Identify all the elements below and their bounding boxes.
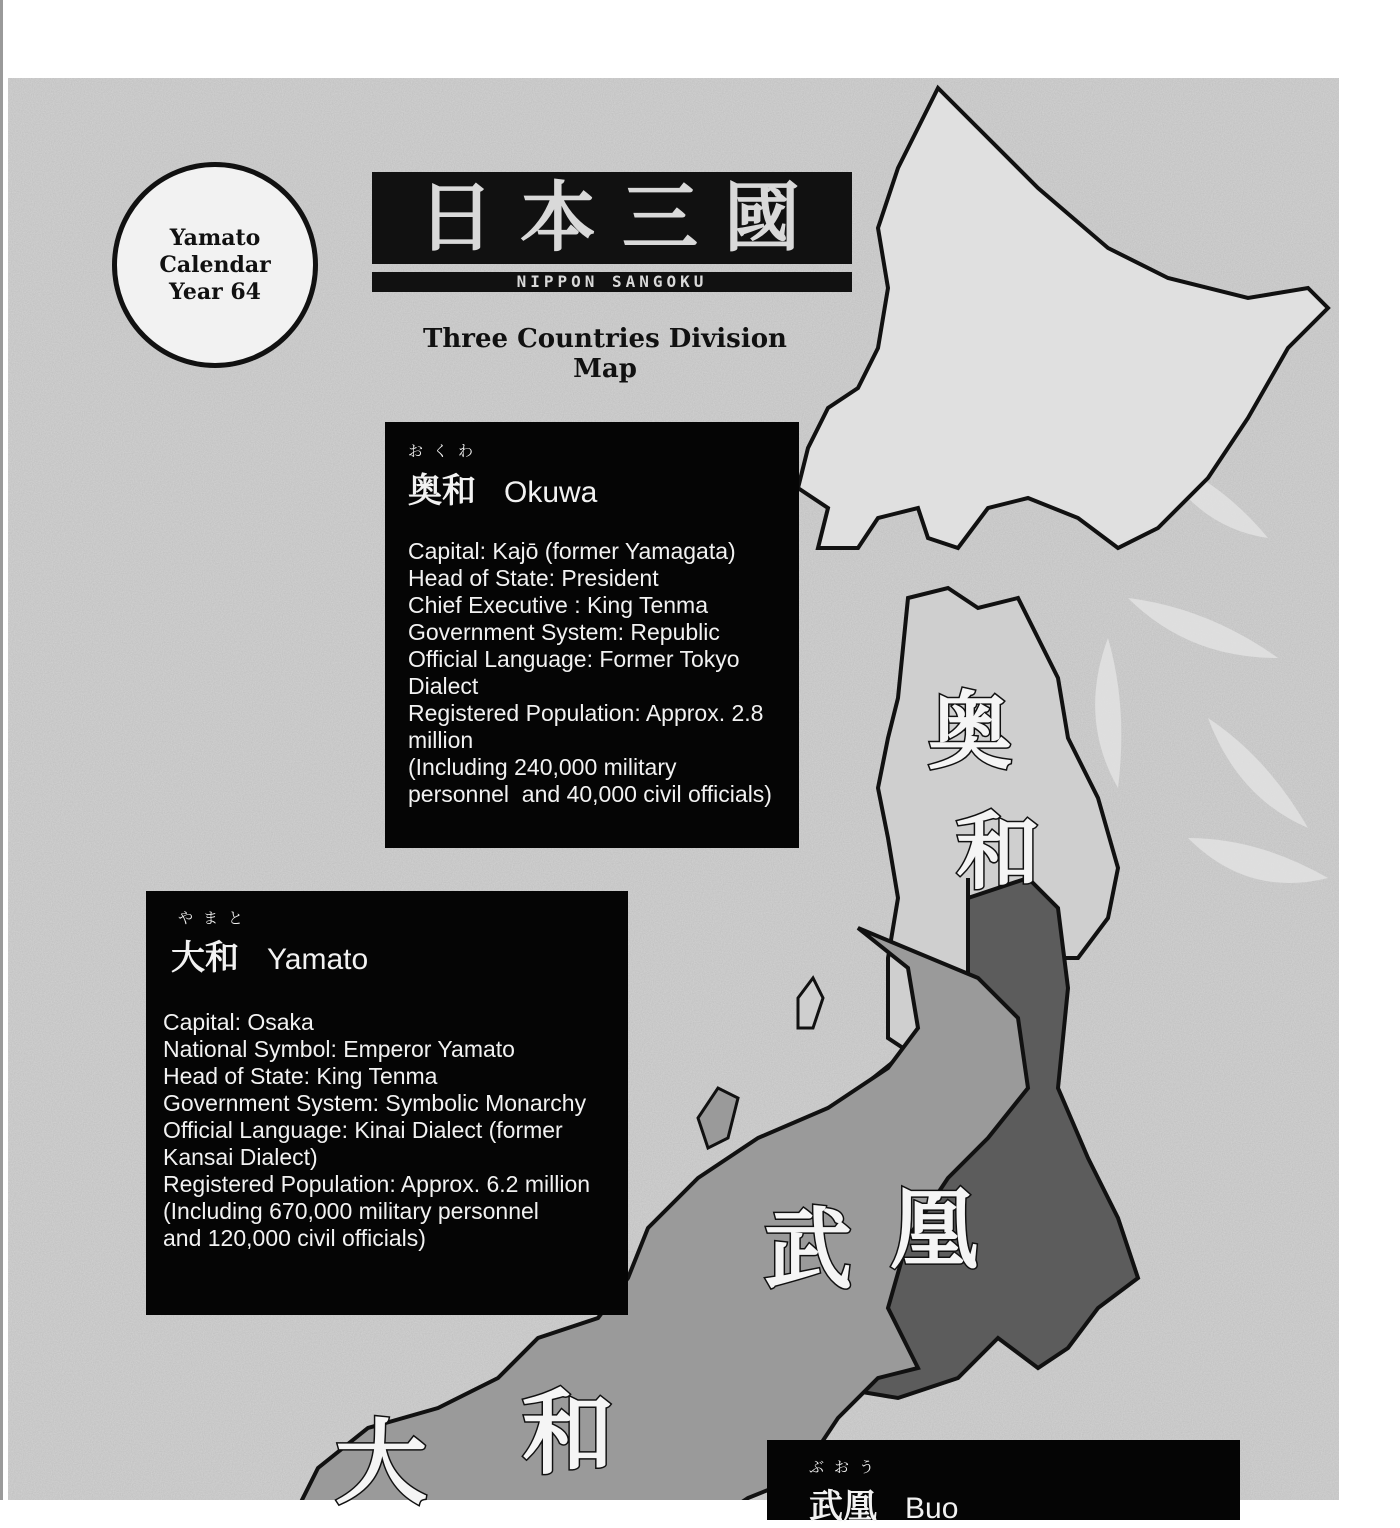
map-label-okuwa-1: 奥	[928, 682, 1013, 781]
okuwa-detail-line: (Including 240,000 military	[408, 754, 677, 780]
okuwa-info-box	[385, 422, 799, 848]
calendar-line-1: Yamato	[169, 224, 261, 251]
calendar-line-3: Year 64	[169, 278, 261, 305]
yamato-name: Yamato	[267, 943, 369, 976]
title-logo	[372, 172, 852, 296]
okuwa-detail-line: personnel and 40,000 civil officials)	[408, 781, 772, 807]
page-edge	[0, 0, 3, 1500]
yamato-detail-line: Registered Population: Approx. 6.2 million	[163, 1171, 591, 1197]
okuwa-detail-line: million	[408, 727, 474, 753]
calendar-circle	[112, 162, 318, 368]
map-label-buo-2: 凰	[890, 1177, 979, 1281]
okuwa-detail-line: Dialect	[408, 673, 479, 699]
okuwa-details	[408, 538, 785, 808]
yamato-detail-line: (Including 670,000 military personnel	[163, 1198, 539, 1224]
logo-romaji: NIPPON SANGOKU	[372, 272, 852, 292]
map-label-yamato-1: 大	[335, 1409, 428, 1517]
yamato-kanji: 大和	[171, 938, 239, 978]
buo-name: Buo	[905, 1492, 959, 1525]
okuwa-detail-line: Government System: Republic	[408, 619, 720, 645]
yamato-detail-line: Official Language: Kinai Dialect (former	[163, 1117, 563, 1143]
map-label-buo-1: 武	[764, 1197, 853, 1301]
yamato-ruby: やまと	[178, 909, 254, 927]
buo-ruby: ぶおう	[809, 1458, 885, 1476]
map-subtitle: Three Countries Division Map	[423, 324, 787, 384]
okuwa-ruby: おくわ	[408, 442, 484, 460]
okuwa-detail-line: Official Language: Former Tokyo	[408, 646, 740, 672]
okuwa-detail-line: Registered Population: Approx. 2.8	[408, 700, 764, 726]
yamato-detail-line: Government System: Symbolic Monarchy	[163, 1090, 587, 1116]
map-label-yamato-2: 和	[522, 1379, 615, 1487]
yamato-info-box	[146, 891, 628, 1315]
yamato-details	[163, 1009, 614, 1252]
yamato-detail-line: Capital: Osaka	[163, 1009, 314, 1035]
calendar-line-2: Calendar	[159, 251, 271, 278]
okuwa-kanji: 奥和	[408, 471, 476, 511]
yamato-detail-line: Kansai Dialect)	[163, 1144, 318, 1170]
yamato-detail-line: Head of State: King Tenma	[163, 1063, 438, 1089]
okuwa-detail-line: Head of State: President	[408, 565, 659, 591]
logo-kanji: 日本三國	[372, 172, 852, 264]
yamato-detail-line: National Symbol: Emperor Yamato	[163, 1036, 515, 1062]
map-label-okuwa-2: 和	[956, 802, 1041, 901]
okuwa-detail-line: Chief Executive : King Tenma	[408, 592, 709, 618]
yamato-detail-line: and 120,000 civil officials)	[163, 1225, 426, 1251]
okuwa-name: Okuwa	[504, 476, 598, 509]
okuwa-detail-line: Capital: Kajō (former Yamagata)	[408, 538, 736, 564]
buo-kanji: 武凰	[809, 1487, 877, 1527]
buo-info-box	[767, 1440, 1240, 1527]
